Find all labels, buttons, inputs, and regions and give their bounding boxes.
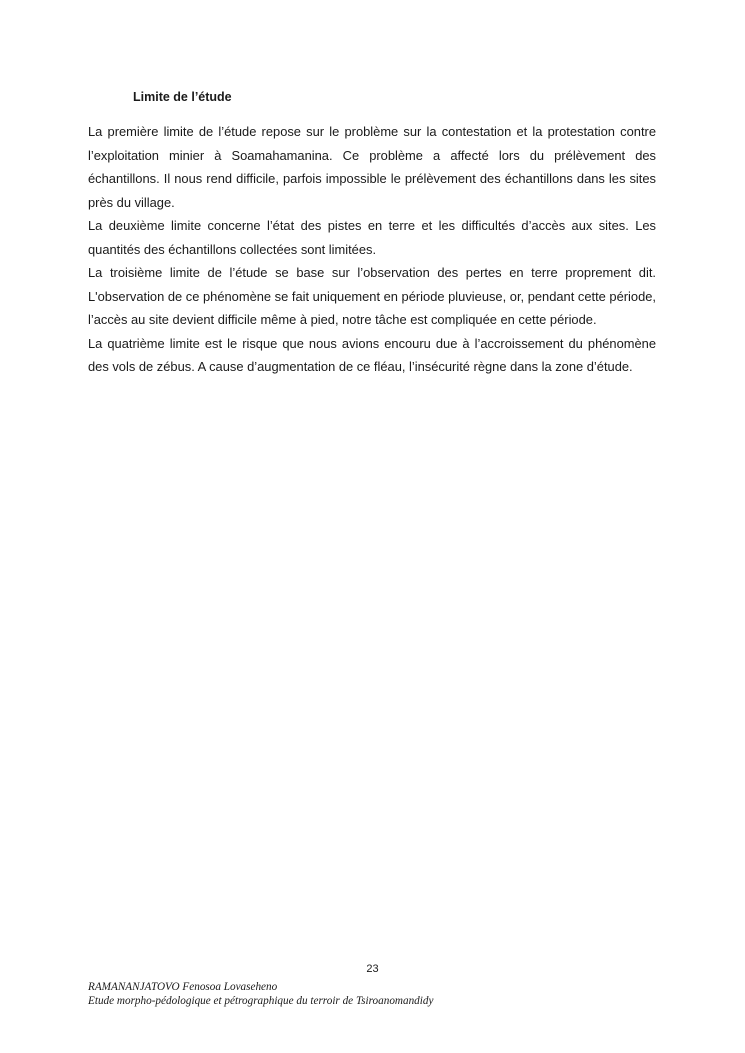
body-text xyxy=(88,120,656,379)
section-title: Limite de l’étude xyxy=(133,90,232,104)
footer-author: RAMANANJATOVO Fenosoa Lovaseheno xyxy=(88,981,278,993)
paragraph-fourth-limit: La quatrième limite est le risque que nous avions encouru due à l’accroissement du phénomène des vols de zébus. A cause d’augmentation de ce fléau, l’insécurité règne dans la zone d’étude. xyxy=(88,335,656,374)
page-footer xyxy=(88,980,433,1008)
paragraph-third-limit: La troisième limite de l’étude se base sur l’observation des pertes en terre proprement dit. L'observation de ce phénomène se fait uniquement en période pluvieuse, or, pendant cette période, l’accès au site devient difficile même à pied, notre tâche est compliquée en cette période. xyxy=(88,265,656,327)
paragraph-second-limit: La deuxième limite concerne l’état des pistes en terre et les difficultés d’accès aux sites. Les quantités des échantillons collectées sont limitées. xyxy=(88,218,656,257)
paragraph-first-limit: La première limite de l’étude repose sur le problème sur la contestation et la protestation contre l’exploitation minier à Soamahamanina. Ce problème a affecté lors du prélèvement des échantillons. Il nous rend difficile, parfois impossible le prélèvement des échantillons dans les sites près du village. xyxy=(88,124,656,210)
footer-thesis-title: Etude morpho-pédologique et pétrographique du terroir de Tsiroanomandidy xyxy=(88,995,434,1007)
page-number: 23 xyxy=(366,963,379,975)
